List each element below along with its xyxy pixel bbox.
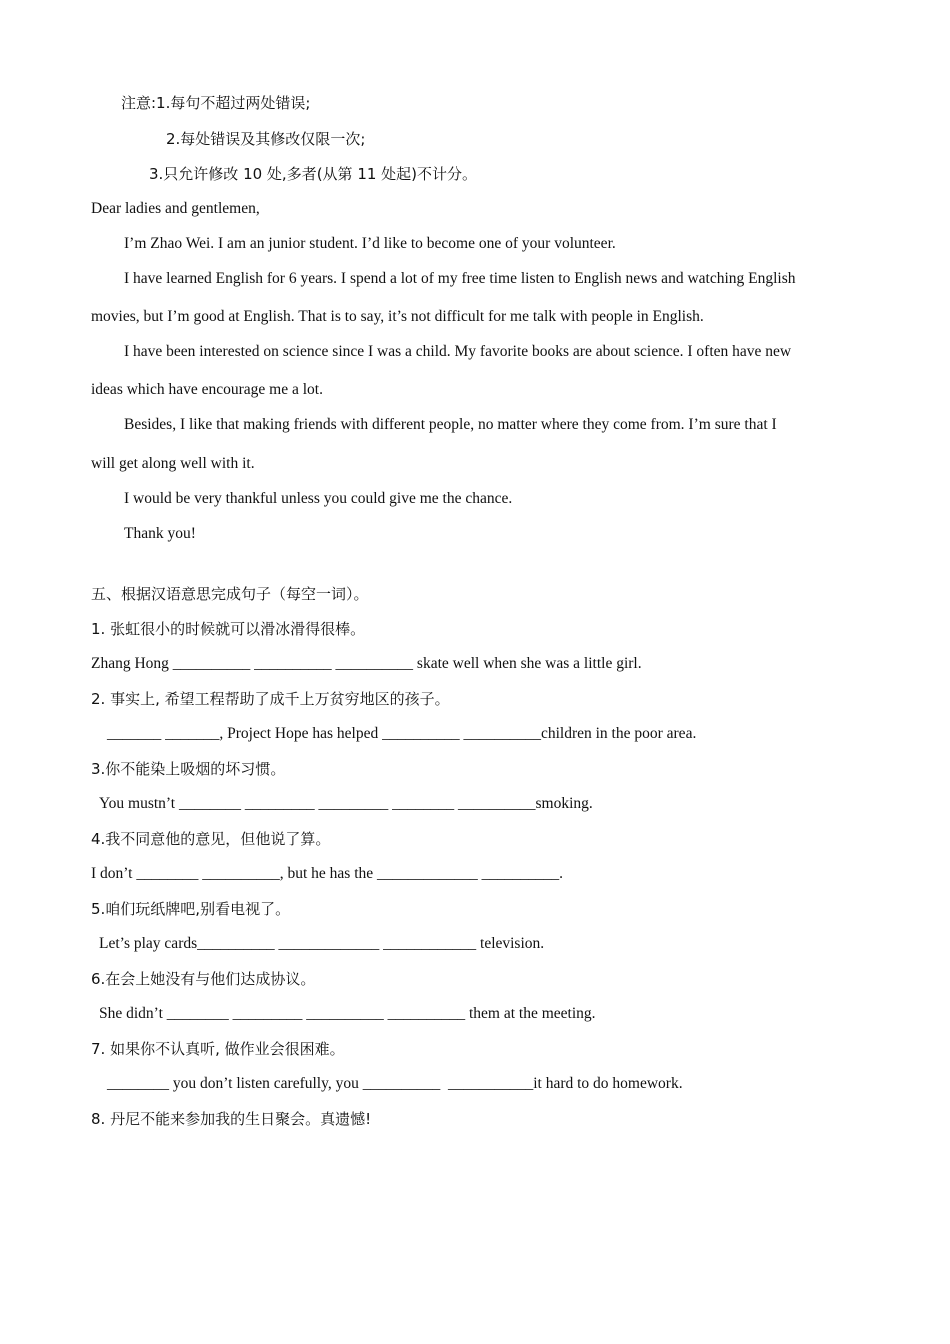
question-7-chinese: 7. 如果你不认真听, 做作业会很困难。 bbox=[91, 1040, 345, 1058]
note-3: 3.只允许修改 10 处,多者(从第 11 处起)不计分。 bbox=[149, 165, 478, 183]
letter-closing: Thank you! bbox=[124, 525, 196, 542]
question-5-english: Let’s play cards__________ _____________ ____________ television. bbox=[99, 935, 545, 952]
question-4-english: I don’t ________ __________, but he has the _____________ __________. bbox=[91, 865, 564, 882]
letter-paragraph-3-line-1: I have been interested on science since I was a child. My favorite books are about science. I often have new bbox=[124, 343, 792, 360]
letter-paragraph-4-line-2: will get along well with it. bbox=[91, 455, 255, 472]
question-1-english: Zhang Hong __________ __________ __________ skate well when she was a little girl. bbox=[91, 655, 642, 672]
question-3-chinese: 3.你不能染上吸烟的坏习惯。 bbox=[91, 760, 286, 778]
letter-paragraph-5: I would be very thankful unless you could give me the chance. bbox=[124, 490, 513, 507]
section-5-title: 五、根据汉语意思完成句子（每空一词）。 bbox=[91, 585, 369, 603]
letter-paragraph-2-line-2: movies, but I’m good at English. That is to say, it’s not difficult for me talk with people in English. bbox=[91, 308, 704, 325]
question-6-english: She didn’t ________ _________ __________ __________ them at the meeting. bbox=[99, 1005, 596, 1022]
note-1: 注意:1.每句不超过两处错误; bbox=[121, 94, 311, 112]
letter-paragraph-1: I’m Zhao Wei. I am an junior student. I’d like to become one of your volunteer. bbox=[124, 235, 616, 252]
question-2-english: _______ _______, Project Hope has helped __________ __________children in the poor area. bbox=[107, 725, 697, 742]
letter-paragraph-2-line-1: I have learned English for 6 years. I spend a lot of my free time listen to English news and watching English bbox=[124, 270, 796, 287]
question-1-chinese: 1. 张虹很小的时候就可以滑冰滑得很棒。 bbox=[91, 620, 366, 638]
letter-paragraph-4-line-1: Besides, I like that making friends with different people, no matter where they come from. I’m sure that I bbox=[124, 416, 777, 433]
note-2: 2.每处错误及其修改仅限一次; bbox=[166, 130, 366, 148]
question-8-chinese: 8. 丹尼不能来参加我的生日聚会。真遗憾! bbox=[91, 1110, 372, 1128]
question-6-chinese: 6.在会上她没有与他们达成协议。 bbox=[91, 970, 316, 988]
question-5-chinese: 5.咱们玩纸牌吧,别看电视了。 bbox=[91, 900, 291, 918]
question-7-english: ________ you don’t listen carefully, you __________ ___________it hard to do homework. bbox=[107, 1075, 683, 1092]
letter-paragraph-3-line-2: ideas which have encourage me a lot. bbox=[91, 381, 323, 398]
question-2-chinese: 2. 事实上, 希望工程帮助了成千上万贫穷地区的孩子。 bbox=[91, 690, 450, 708]
question-3-english: You mustn’t ________ _________ _________ ________ __________smoking. bbox=[99, 795, 593, 812]
question-4-chinese: 4.我不同意他的意见，但他说了算。 bbox=[91, 830, 331, 848]
letter-greeting: Dear ladies and gentlemen, bbox=[91, 200, 260, 217]
